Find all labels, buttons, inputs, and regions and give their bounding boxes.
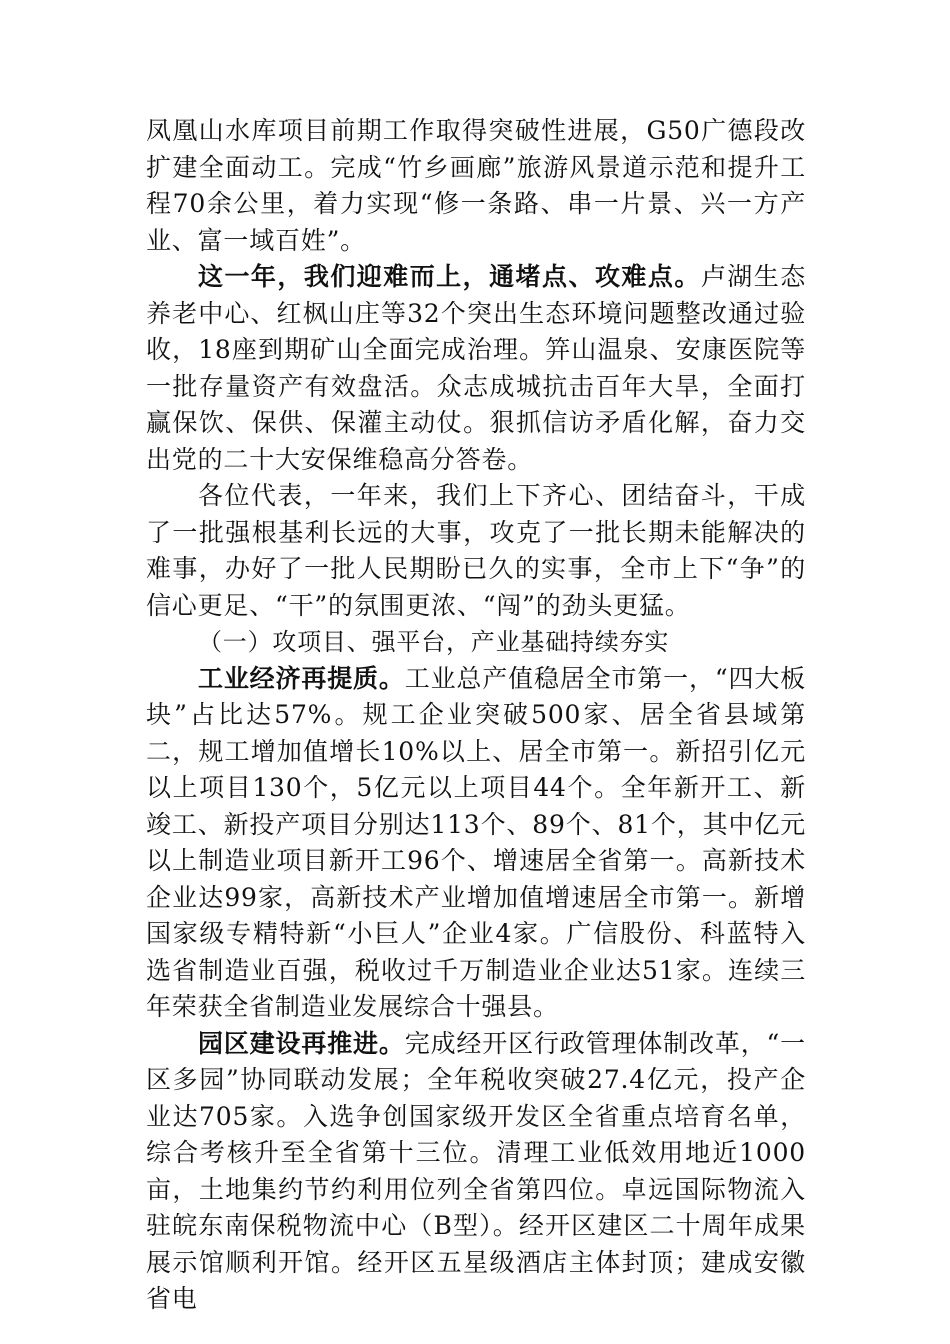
- paragraph-lead: 工业经济再提质。: [198, 663, 405, 693]
- paragraph-text: 工业总产值稳居全市第一，“四大板块”占比达57%。规工企业突破500家、居全省县域第二，规工增加值增长10%以上、居全市第一。新招引亿元以上项目130个，5亿元以上项目44个。全年新开工、新竣工、新投产项目分别达113个、89个、81个，其中亿元以上制造业项目新开工96个、增速居全省第一。高新技术企业达99家，高新技术产业增加值增速居全市第一。新增国家级专精特新“小巨人”企业4家。广信股份、科蓝特入选省制造业百强，税收过千万制造业企业达51家。连续三年荣获全省制造业发展综合十强县。: [146, 663, 806, 1021]
- paragraph-industry: [146, 661, 806, 1026]
- paragraph-text: 卢湖生态养老中心、红枫山庄等32个突出生态环境问题整改通过验收，18座到期矿山全面完成治理。笄山温泉、安康医院等一批存量资产有效盘活。众志成城抗击百年大旱，全面打赢保饮、保供、保灌主动仗。狠抓信访矛盾化解，奋力交出党的二十大安保维稳高分答卷。: [146, 262, 807, 474]
- section-heading: （一）攻项目、强平台，产业基础持续夯实: [198, 628, 670, 656]
- paragraph-lead: 园区建设再推进。: [198, 1028, 405, 1058]
- paragraph-water-roads: [146, 113, 806, 259]
- paragraph-text: 凤凰山水库项目前期工作取得突破性进展，G50广德段改扩建全面动工。完成“竹乡画廊”旅游风景道示范和提升工程70余公里，着力实现“修一条路、串一片景、兴一方产业、富一域百姓”。: [146, 116, 806, 255]
- paragraph-lead: 这一年，我们迎难而上，通堵点、攻难点。: [198, 262, 701, 291]
- document-page: [146, 113, 806, 1318]
- paragraph-text: 各位代表，一年来，我们上下齐心、团结奋斗，干成了一批强根基利长远的大事，攻克了一批长期未能解决的难事，办好了一批人民期盼已久的实事，全市上下“争”的信心更足、“干”的氛围更浓、“闯”的劲头更猛。: [146, 481, 806, 620]
- paragraph-text: 完成经开区行政管理体制改革，“一区多园”协同联动发展；全年税收突破27.4亿元，投产企业达705家。入选争创国家级开发区全省重点培育名单，综合考核升至全省第十三位。清理工业低效用地近1000亩，土地集约节约利用位列全省第四位。卓远国际物流入驻皖东南保税物流中心（B型）。经开区建区二十周年成果展示馆顺利开馆。经开区五星级酒店主体封顶；建成安徽省电: [146, 1028, 806, 1313]
- paragraph-park: [146, 1026, 806, 1318]
- paragraph-summary: [146, 478, 806, 624]
- paragraph-difficulties: [146, 259, 806, 478]
